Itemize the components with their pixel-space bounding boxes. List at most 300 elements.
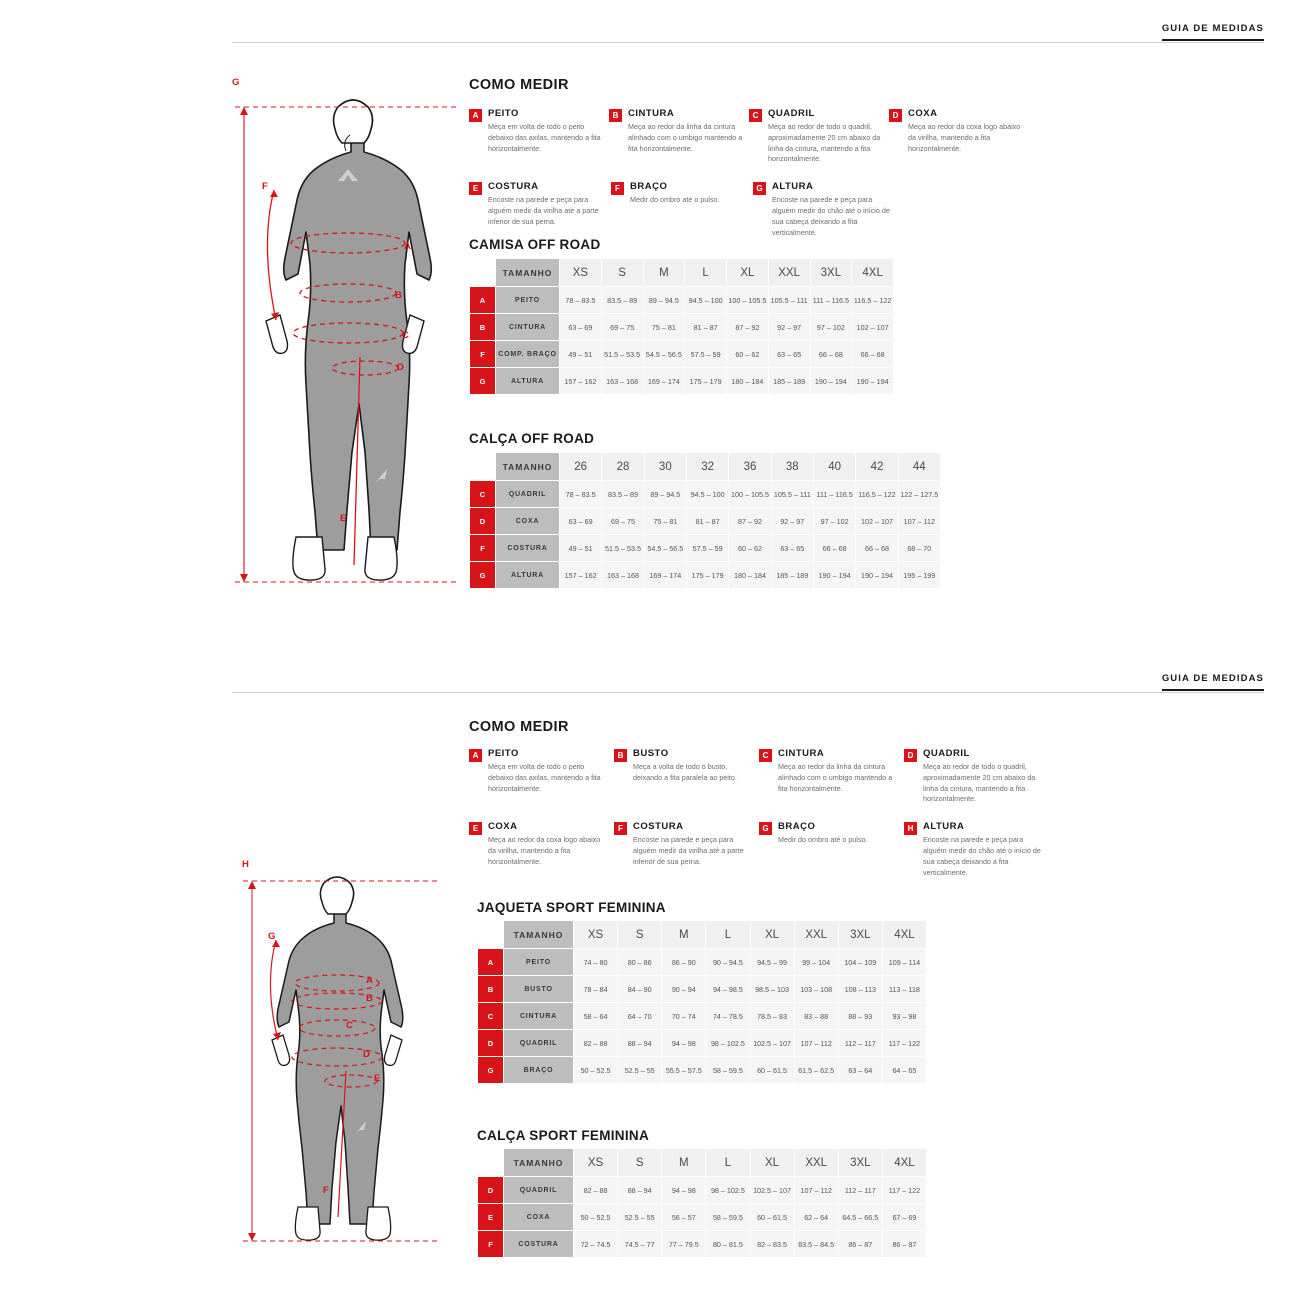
header-size-36: 36 bbox=[729, 453, 771, 481]
cell: 89 – 94.5 bbox=[644, 481, 686, 508]
measure-desc: Encoste na parede e peça para alguém medir da virilha até a parte inferior de sua perna. bbox=[633, 835, 744, 866]
header-size-3XL: 3XL bbox=[810, 259, 852, 287]
cell: 54.5 – 56.5 bbox=[643, 341, 685, 368]
measure-item-busto bbox=[614, 748, 759, 805]
measure-badge: B bbox=[614, 749, 627, 762]
cell: 107 – 112 bbox=[794, 1177, 838, 1204]
row-letter: A bbox=[478, 949, 504, 976]
cell: 54.5 – 56.5 bbox=[644, 535, 686, 562]
row-name: COXA bbox=[504, 1204, 574, 1231]
measure-badge: F bbox=[614, 822, 627, 835]
row-letter: A bbox=[470, 287, 496, 314]
cell: 66 – 68 bbox=[852, 341, 894, 368]
row-name: PEITO bbox=[496, 287, 560, 314]
measure-title: QUADRIL bbox=[923, 748, 970, 759]
cell: 78 – 83.5 bbox=[560, 287, 602, 314]
cell: 80 – 86 bbox=[618, 949, 662, 976]
cell: 92 – 97 bbox=[771, 508, 813, 535]
measure-desc: Medir do ombro até o pulso. bbox=[630, 195, 720, 205]
header-size-XS: XS bbox=[560, 259, 602, 287]
row-name: BRAÇO bbox=[504, 1057, 574, 1084]
measure-badge: C bbox=[759, 749, 772, 762]
how-to-measure-title-male: COMO MEDIR bbox=[469, 77, 569, 93]
measure-item-altura bbox=[904, 821, 1049, 878]
male-body-diagram bbox=[230, 77, 460, 605]
female-pants-table-title: CALÇA SPORT FEMININA bbox=[477, 1128, 649, 1143]
measure-desc: Meça em volta de todo o peito debaixo das axilas, mantendo a fita horizontalmente. bbox=[488, 762, 601, 793]
row-name: CINTURA bbox=[496, 314, 560, 341]
cell: 50 – 52.5 bbox=[574, 1057, 618, 1084]
guide-header-female bbox=[232, 668, 1264, 691]
header-size-M: M bbox=[662, 1149, 706, 1177]
measure-badge: G bbox=[759, 822, 772, 835]
cell: 51.5 – 53.5 bbox=[602, 535, 644, 562]
cell: 112 – 117 bbox=[838, 1177, 882, 1204]
cell: 82 – 83.5 bbox=[750, 1231, 794, 1258]
cell: 67 – 69 bbox=[882, 1204, 926, 1231]
table-row bbox=[470, 287, 894, 314]
cell: 57.5 – 59 bbox=[686, 535, 728, 562]
measure-item-cintura bbox=[759, 748, 904, 805]
measure-item-braco bbox=[759, 821, 904, 878]
row-name: PEITO bbox=[504, 949, 574, 976]
measure-title: BUSTO bbox=[633, 748, 669, 759]
measure-title: COSTURA bbox=[633, 821, 684, 833]
measure-desc: Meça em volta de todo o peito debaixo das axilas, mantendo a fita horizontalmente. bbox=[488, 122, 601, 153]
table-row bbox=[478, 1030, 927, 1057]
cell: 78.5 – 83 bbox=[750, 1003, 794, 1030]
header-tamanho: TAMANHO bbox=[504, 1149, 574, 1177]
measure-badge: D bbox=[904, 749, 917, 762]
header-size-S: S bbox=[601, 259, 643, 287]
cell: 122 – 127.5 bbox=[898, 481, 940, 508]
measure-title: PEITO bbox=[488, 108, 519, 119]
shirt-table-title: CAMISA OFF ROAD bbox=[469, 237, 601, 252]
cell: 58 – 59.5 bbox=[706, 1057, 750, 1084]
cell: 83.5 – 84.5 bbox=[794, 1231, 838, 1258]
measure-title: BRAÇO bbox=[630, 181, 668, 193]
cell: 90 – 94.5 bbox=[706, 949, 750, 976]
cell: 112 – 117 bbox=[838, 1030, 882, 1057]
female-body-svg bbox=[238, 865, 448, 1265]
cell: 52.5 – 55 bbox=[618, 1204, 662, 1231]
cell: 175 – 179 bbox=[685, 368, 727, 395]
measure-desc: Encoste na parede e peça para alguém medir do chão até o início de sua cabeça deixando a fita verticalmente. bbox=[923, 835, 1041, 877]
measure-desc: Meça ao redor da linha da cintura alinhado com o umbigo mantendo a fita horizontalmente. bbox=[778, 762, 893, 793]
cell: 82 – 88 bbox=[574, 1177, 618, 1204]
table-row bbox=[470, 535, 941, 562]
figure-label-C: C bbox=[402, 330, 409, 341]
cell: 58 – 59.5 bbox=[706, 1204, 750, 1231]
figure-label-F: F bbox=[262, 181, 268, 192]
pants-size-table bbox=[469, 452, 941, 589]
cell: 62 – 64 bbox=[794, 1204, 838, 1231]
measure-title: ALTURA bbox=[772, 181, 814, 193]
cell: 56 – 57 bbox=[662, 1204, 706, 1231]
header-size-3XL: 3XL bbox=[838, 1149, 882, 1177]
measure-item-altura bbox=[753, 181, 895, 238]
cell: 175 – 179 bbox=[686, 562, 728, 589]
measure-item-costura bbox=[614, 821, 759, 878]
header-size-XL: XL bbox=[727, 259, 769, 287]
table-row bbox=[470, 562, 941, 589]
cell: 86 – 90 bbox=[662, 949, 706, 976]
cell: 60 – 62 bbox=[729, 535, 771, 562]
table-row bbox=[478, 1204, 927, 1231]
measure-badge: G bbox=[753, 182, 766, 195]
cell: 100 – 105.5 bbox=[729, 481, 771, 508]
measure-title: PEITO bbox=[488, 748, 519, 759]
cell: 83.5 – 89 bbox=[602, 481, 644, 508]
table-row bbox=[470, 481, 941, 508]
measure-item-braco bbox=[611, 181, 753, 238]
guide-label: GUIA DE MEDIDAS bbox=[1162, 23, 1264, 41]
pants-table-title: CALÇA OFF ROAD bbox=[469, 431, 595, 446]
cell: 50 – 52.5 bbox=[574, 1204, 618, 1231]
cell: 105.5 – 111 bbox=[768, 287, 810, 314]
cell: 103 – 108 bbox=[794, 976, 838, 1003]
row-letter: G bbox=[470, 368, 496, 395]
header-size-M: M bbox=[662, 921, 706, 949]
cell: 117 – 122 bbox=[882, 1177, 926, 1204]
row-letter: F bbox=[478, 1231, 504, 1258]
row-letter: B bbox=[470, 314, 496, 341]
cell: 64.5 – 66.5 bbox=[838, 1204, 882, 1231]
row-name: QUADRIL bbox=[504, 1030, 574, 1057]
cell: 49 – 51 bbox=[560, 535, 602, 562]
table-row bbox=[478, 949, 927, 976]
cell: 75 – 81 bbox=[644, 508, 686, 535]
header-size-S: S bbox=[618, 1149, 662, 1177]
figure-label-C: C bbox=[346, 1020, 353, 1031]
cell: 94.5 – 100 bbox=[685, 287, 727, 314]
cell: 185 – 189 bbox=[768, 368, 810, 395]
cell: 104 – 109 bbox=[838, 949, 882, 976]
measure-badge: E bbox=[469, 822, 482, 835]
measure-badge: E bbox=[469, 182, 482, 195]
cell: 72 – 74.5 bbox=[574, 1231, 618, 1258]
table-header-row bbox=[478, 1149, 927, 1177]
measure-list-female bbox=[469, 748, 1049, 878]
cell: 74.5 – 77 bbox=[618, 1231, 662, 1258]
header-spacer bbox=[470, 259, 496, 287]
header-size-XXL: XXL bbox=[794, 921, 838, 949]
figure-label-A: A bbox=[404, 241, 411, 252]
cell: 116.5 – 122 bbox=[852, 287, 894, 314]
header-size-4XL: 4XL bbox=[852, 259, 894, 287]
figure-label-H: H bbox=[242, 859, 249, 870]
cell: 109 – 114 bbox=[882, 949, 926, 976]
cell: 74 – 80 bbox=[574, 949, 618, 976]
cell: 78 – 83.5 bbox=[560, 481, 602, 508]
cell: 190 – 194 bbox=[856, 562, 898, 589]
cell: 87 – 92 bbox=[729, 508, 771, 535]
measure-title: COXA bbox=[908, 108, 938, 119]
cell: 180 – 184 bbox=[727, 368, 769, 395]
male-body-svg bbox=[230, 85, 460, 605]
header-size-XL: XL bbox=[750, 921, 794, 949]
cell: 111 – 116.5 bbox=[810, 287, 852, 314]
table-row bbox=[470, 508, 941, 535]
cell: 190 – 194 bbox=[813, 562, 855, 589]
cell: 102 – 107 bbox=[852, 314, 894, 341]
header-divider-male bbox=[232, 42, 1264, 43]
cell: 64 – 65 bbox=[882, 1057, 926, 1084]
header-spacer bbox=[478, 921, 504, 949]
measure-item-cintura bbox=[609, 108, 749, 165]
row-letter: C bbox=[478, 1003, 504, 1030]
cell: 100 – 105.5 bbox=[727, 287, 769, 314]
row-name: CINTURA bbox=[504, 1003, 574, 1030]
header-size-4XL: 4XL bbox=[882, 921, 926, 949]
row-name: ALTURA bbox=[496, 368, 560, 395]
measure-badge: D bbox=[889, 109, 902, 122]
table-row bbox=[470, 368, 894, 395]
row-name: QUADRIL bbox=[496, 481, 560, 508]
cell: 107 – 112 bbox=[794, 1030, 838, 1057]
header-size-L: L bbox=[706, 921, 750, 949]
header-size-XS: XS bbox=[574, 921, 618, 949]
cell: 190 – 194 bbox=[852, 368, 894, 395]
header-spacer bbox=[470, 453, 496, 481]
cell: 86 – 87 bbox=[882, 1231, 926, 1258]
female-pants-size-table bbox=[477, 1148, 927, 1258]
row-letter: G bbox=[478, 1057, 504, 1084]
cell: 97 – 102 bbox=[813, 508, 855, 535]
row-name: COMP. BRAÇO bbox=[496, 341, 560, 368]
figure-label-B: B bbox=[395, 290, 402, 301]
table-row bbox=[478, 976, 927, 1003]
measure-badge: A bbox=[469, 749, 482, 762]
measure-list-male bbox=[469, 108, 1029, 238]
cell: 94.5 – 100 bbox=[686, 481, 728, 508]
header-tamanho: TAMANHO bbox=[504, 921, 574, 949]
measure-title: CINTURA bbox=[628, 108, 675, 119]
cell: 77 – 79.5 bbox=[662, 1231, 706, 1258]
cell: 94 – 98.5 bbox=[706, 976, 750, 1003]
header-size-S: S bbox=[618, 921, 662, 949]
cell: 64 – 70 bbox=[618, 1003, 662, 1030]
header-size-L: L bbox=[685, 259, 727, 287]
header-size-3XL: 3XL bbox=[838, 921, 882, 949]
row-letter: F bbox=[470, 341, 496, 368]
cell: 60 – 61.5 bbox=[750, 1204, 794, 1231]
measure-desc: Meça ao redor da coxa logo abaixo da virilha, mantendo a fita horizontalmente. bbox=[488, 835, 601, 866]
cell: 66 – 68 bbox=[813, 535, 855, 562]
table-row bbox=[478, 1057, 927, 1084]
cell: 157 – 162 bbox=[560, 562, 602, 589]
measure-desc: Medir do ombro até o pulso. bbox=[778, 835, 868, 845]
cell: 117 – 122 bbox=[882, 1030, 926, 1057]
cell: 69 – 75 bbox=[601, 314, 643, 341]
cell: 51.5 – 53.5 bbox=[601, 341, 643, 368]
measure-item-quadril bbox=[749, 108, 889, 165]
measure-item-costura bbox=[469, 181, 611, 238]
header-size-26: 26 bbox=[560, 453, 602, 481]
measure-desc: Meça ao redor de todo o quadril, aproximadamente 20 cm abaixo da linha da cintura, mantendo a fita horizontalmente. bbox=[768, 122, 881, 164]
figure-label-D: D bbox=[363, 1049, 370, 1060]
cell: 60 – 61.5 bbox=[750, 1057, 794, 1084]
measure-badge: A bbox=[469, 109, 482, 122]
row-letter: D bbox=[478, 1177, 504, 1204]
cell: 102.5 – 107 bbox=[750, 1030, 794, 1057]
cell: 98.5 – 103 bbox=[750, 976, 794, 1003]
figure-label-G: G bbox=[268, 931, 276, 942]
cell: 60 – 62 bbox=[727, 341, 769, 368]
figure-label-E: E bbox=[374, 1073, 381, 1084]
cell: 94 – 98 bbox=[662, 1177, 706, 1204]
cell: 63 – 69 bbox=[560, 508, 602, 535]
header-tamanho: TAMANHO bbox=[496, 259, 560, 287]
measure-desc: Encoste na parede e peça para alguém medir da virilha até a parte inferior de sua perna. bbox=[488, 195, 599, 226]
cell: 80 – 81.5 bbox=[706, 1231, 750, 1258]
figure-label-B: B bbox=[366, 993, 373, 1004]
jacket-size-table bbox=[477, 920, 927, 1084]
cell: 84 – 90 bbox=[618, 976, 662, 1003]
cell: 81 – 87 bbox=[685, 314, 727, 341]
header-size-XL: XL bbox=[750, 1149, 794, 1177]
header-size-XS: XS bbox=[574, 1149, 618, 1177]
measure-item-coxa bbox=[469, 821, 614, 878]
cell: 74 – 78.5 bbox=[706, 1003, 750, 1030]
measure-desc: Encoste na parede e peça para alguém medir do chão até o início de sua cabeça deixando a fita verticalmente. bbox=[772, 195, 890, 237]
cell: 90 – 94 bbox=[662, 976, 706, 1003]
header-size-44: 44 bbox=[898, 453, 940, 481]
cell: 92 – 97 bbox=[768, 314, 810, 341]
row-name: COSTURA bbox=[496, 535, 560, 562]
cell: 107 – 112 bbox=[898, 508, 940, 535]
table-row bbox=[478, 1177, 927, 1204]
measure-title: COXA bbox=[488, 821, 518, 833]
row-letter: E bbox=[478, 1204, 504, 1231]
measure-desc: Meça ao redor da linha da cintura alinhado com o umbigo mantendo a fita horizontalmente. bbox=[628, 122, 743, 153]
header-size-XXL: XXL bbox=[768, 259, 810, 287]
measure-badge: B bbox=[609, 109, 622, 122]
cell: 163 – 168 bbox=[601, 368, 643, 395]
table-row bbox=[470, 314, 894, 341]
cell: 58 – 64 bbox=[574, 1003, 618, 1030]
measure-desc: Meça ao redor de todo o quadril, aproximadamente 20 cm abaixo da linha da cintura, mantendo a fita horizontalmente. bbox=[923, 762, 1036, 804]
cell: 102.5 – 107 bbox=[750, 1177, 794, 1204]
row-name: ALTURA bbox=[496, 562, 560, 589]
header-size-28: 28 bbox=[602, 453, 644, 481]
cell: 98 – 102.5 bbox=[706, 1030, 750, 1057]
cell: 69 – 75 bbox=[602, 508, 644, 535]
cell: 66 – 68 bbox=[856, 535, 898, 562]
row-name: COXA bbox=[496, 508, 560, 535]
cell: 82 – 88 bbox=[574, 1030, 618, 1057]
measure-badge: H bbox=[904, 822, 917, 835]
cell: 169 – 174 bbox=[643, 368, 685, 395]
header-spacer bbox=[478, 1149, 504, 1177]
cell: 98 – 102.5 bbox=[706, 1177, 750, 1204]
cell: 66 – 68 bbox=[810, 341, 852, 368]
cell: 83.5 – 89 bbox=[601, 287, 643, 314]
cell: 83 – 88 bbox=[794, 1003, 838, 1030]
cell: 49 – 51 bbox=[560, 341, 602, 368]
measure-title: CINTURA bbox=[778, 748, 825, 759]
cell: 78 – 84 bbox=[574, 976, 618, 1003]
row-letter: D bbox=[478, 1030, 504, 1057]
row-name: BUSTO bbox=[504, 976, 574, 1003]
guide-label: GUIA DE MEDIDAS bbox=[1162, 673, 1264, 691]
measure-title: BRAÇO bbox=[778, 821, 816, 833]
how-to-measure-title-female: COMO MEDIR bbox=[469, 719, 569, 735]
jacket-table-title: JAQUETA SPORT FEMININA bbox=[477, 900, 666, 915]
cell: 116.5 – 122 bbox=[856, 481, 898, 508]
cell: 63 – 65 bbox=[771, 535, 813, 562]
cell: 97 – 102 bbox=[810, 314, 852, 341]
measure-title: ALTURA bbox=[923, 821, 965, 833]
cell: 63 – 65 bbox=[768, 341, 810, 368]
cell: 99 – 104 bbox=[794, 949, 838, 976]
figure-label-G: G bbox=[232, 77, 240, 88]
header-size-40: 40 bbox=[813, 453, 855, 481]
measure-desc: Meça ao redor da coxa logo abaixo da virilha, mantendo a fita horizontalmente. bbox=[908, 122, 1021, 153]
figure-label-E: E bbox=[340, 513, 347, 524]
header-size-38: 38 bbox=[771, 453, 813, 481]
table-row bbox=[470, 341, 894, 368]
table-row bbox=[478, 1231, 927, 1258]
measure-item-coxa bbox=[889, 108, 1029, 165]
cell: 87 – 92 bbox=[727, 314, 769, 341]
guide-header-male bbox=[232, 18, 1264, 41]
cell: 94 – 98 bbox=[662, 1030, 706, 1057]
cell: 180 – 184 bbox=[729, 562, 771, 589]
row-letter: G bbox=[470, 562, 496, 589]
measure-desc: Meça a volta de todo o busto, deixando a fita paralela ao peito. bbox=[633, 762, 737, 782]
cell: 163 – 168 bbox=[602, 562, 644, 589]
table-header-row bbox=[470, 453, 941, 481]
measure-title: QUADRIL bbox=[768, 108, 815, 119]
measure-item-quadril bbox=[904, 748, 1049, 805]
header-size-42: 42 bbox=[856, 453, 898, 481]
header-tamanho: TAMANHO bbox=[496, 453, 560, 481]
measure-badge: F bbox=[611, 182, 624, 195]
cell: 75 – 81 bbox=[643, 314, 685, 341]
header-size-M: M bbox=[643, 259, 685, 287]
cell: 102 – 107 bbox=[856, 508, 898, 535]
cell: 113 – 118 bbox=[882, 976, 926, 1003]
figure-label-F: F bbox=[323, 1185, 329, 1196]
header-size-32: 32 bbox=[686, 453, 728, 481]
header-size-30: 30 bbox=[644, 453, 686, 481]
measure-item-peito bbox=[469, 108, 609, 165]
cell: 57.5 – 59 bbox=[685, 341, 727, 368]
row-letter: F bbox=[470, 535, 496, 562]
cell: 105.5 – 111 bbox=[771, 481, 813, 508]
table-header-row bbox=[470, 259, 894, 287]
cell: 88 – 93 bbox=[838, 1003, 882, 1030]
cell: 94.5 – 99 bbox=[750, 949, 794, 976]
header-size-4XL: 4XL bbox=[882, 1149, 926, 1177]
cell: 52.5 – 55 bbox=[618, 1057, 662, 1084]
measure-item-peito bbox=[469, 748, 614, 805]
cell: 185 – 189 bbox=[771, 562, 813, 589]
cell: 86 – 87 bbox=[838, 1231, 882, 1258]
female-body-diagram bbox=[238, 859, 448, 1265]
row-letter: C bbox=[470, 481, 496, 508]
cell: 157 – 162 bbox=[560, 368, 602, 395]
table-row bbox=[478, 1003, 927, 1030]
cell: 70 – 74 bbox=[662, 1003, 706, 1030]
row-name: COSTURA bbox=[504, 1231, 574, 1258]
cell: 88 – 94 bbox=[618, 1030, 662, 1057]
measure-title: COSTURA bbox=[488, 181, 539, 193]
figure-label-A: A bbox=[366, 975, 373, 986]
cell: 111 – 116.5 bbox=[813, 481, 855, 508]
cell: 195 – 199 bbox=[898, 562, 940, 589]
